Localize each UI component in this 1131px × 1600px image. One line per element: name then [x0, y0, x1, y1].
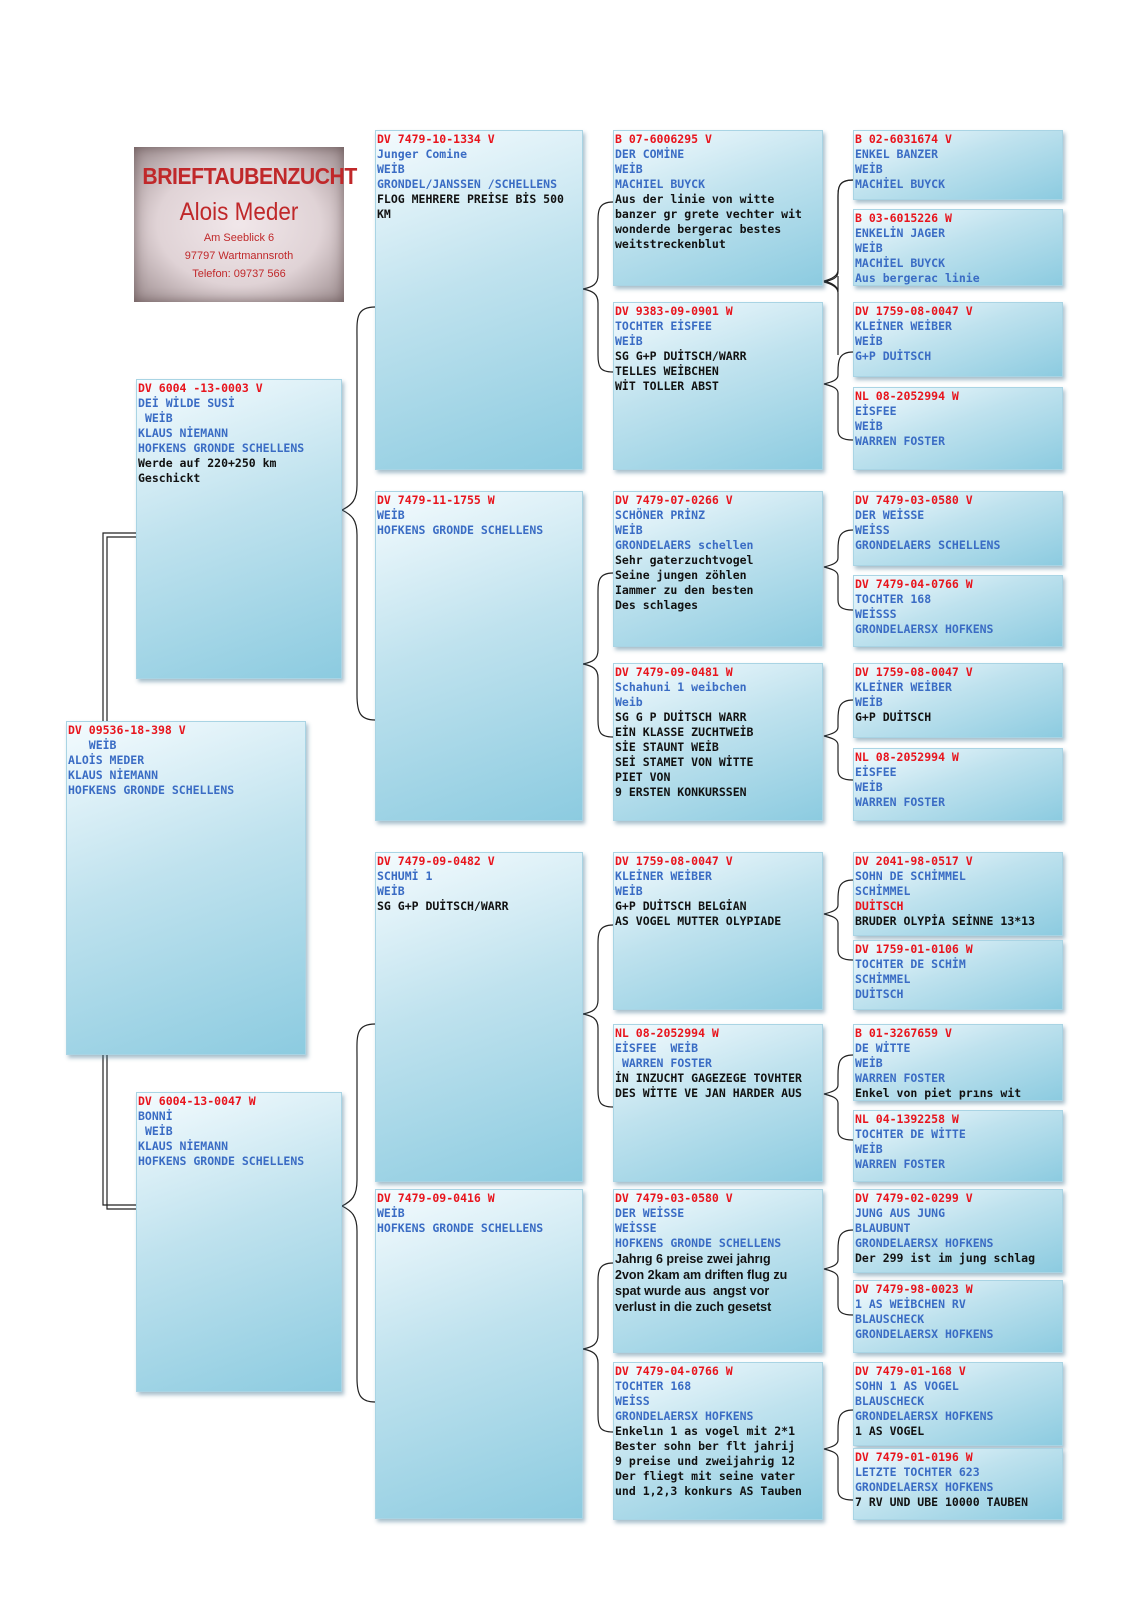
card-line: Weib [615, 695, 643, 709]
pigeon-card-gen2[interactable] [375, 852, 583, 1182]
card-note: 9 preise und zweijahrig 12 [615, 1454, 796, 1468]
card-line: EİSFEE WEİB [615, 1041, 699, 1055]
card-note: SİE STAUNT WEİB [615, 740, 719, 754]
logo-title: BRIEFTAUBENZUCHT [142, 163, 357, 189]
card-line: WEİB [855, 334, 883, 348]
pigeon-card-gen4[interactable] [853, 1362, 1063, 1446]
card-line: SOHN DE SCHİMMEL [855, 869, 966, 883]
ring-number: DV 1759-08-0047 V [615, 854, 733, 868]
card-note: G+P DUİTSCH BELGİAN [615, 899, 747, 913]
card-line: WEİB [855, 419, 883, 433]
card-note: WİT TOLLER ABST [615, 379, 719, 393]
card-line: LETZTE TOCHTER 623 [855, 1465, 980, 1479]
card-note: AS VOGEL MUTTER OLYPIADE [615, 914, 782, 928]
card-line: JUNG AUS JUNG [855, 1206, 946, 1220]
pigeon-card-gen4[interactable] [853, 852, 1063, 936]
card-line: Schahuni 1 weibchen [615, 680, 747, 694]
card-line: WEİB [615, 523, 643, 537]
card-line: WEİB [855, 695, 883, 709]
ring-number: DV 1759-01-0106 W [855, 942, 973, 956]
card-line: HOFKENS GRONDE SCHELLENS [377, 523, 544, 537]
card-note: Sehr gaterzuchtvogel [615, 553, 754, 567]
ring-number: NL 08-2052994 W [855, 750, 959, 764]
pigeon-card-gen3[interactable] [613, 852, 823, 1010]
pigeon-card-subject[interactable] [66, 721, 306, 1055]
card-line: SCHİMMEL [855, 884, 911, 898]
ring-number: DV 6004-13-0047 W [138, 1094, 256, 1108]
card-note: G+P DUİTSCH [855, 710, 932, 724]
card-note: SG G+P DUİTSCH/WARR [615, 349, 747, 363]
card-note: Der fliegt mit seine vater [615, 1469, 796, 1483]
card-line: WEİB [855, 1142, 883, 1156]
ring-number: DV 7479-07-0266 V [615, 493, 733, 507]
card-line: GRONDELAERSX HOFKENS [855, 622, 994, 636]
card-line: WEİB [68, 738, 117, 752]
ring-number: B 02-6031674 V [855, 132, 952, 146]
ring-number: DV 09536-18-398 V [68, 723, 186, 737]
card-line: WARREN FOSTER [855, 1157, 946, 1171]
card-line: KLEİNER WEİBER [855, 319, 952, 333]
pigeon-card-gen3[interactable] [613, 663, 823, 821]
card-line: HOFKENS GRONDE SCHELLENS [68, 783, 235, 797]
card-note: Geschickt [138, 471, 201, 485]
card-line: DE WİTTE [855, 1041, 911, 1055]
card-note: SG G P DUİTSCH WARR [615, 710, 747, 724]
card-line: EİSFEE [855, 404, 897, 418]
card-note: 2von 2kam am driften flug zu [615, 1268, 788, 1282]
ring-number: DV 1759-08-0047 V [855, 304, 973, 318]
card-line: SCHÖNER PRİNZ [615, 508, 706, 522]
card-line: MACHIEL BUYCK [615, 177, 706, 191]
logo-name: Alois Meder [179, 198, 299, 226]
card-line: WARREN FOSTER [855, 1071, 946, 1085]
ring-number: DV 7479-01-0196 W [855, 1450, 973, 1464]
card-line: DER WEİSSE [855, 508, 925, 522]
card-line: Aus bergerac linie [855, 271, 980, 285]
card-note: Der 299 ist im jung schlag [855, 1251, 1036, 1265]
pigeon-card-gen3[interactable] [613, 130, 823, 286]
pigeon-card-gen4[interactable] [853, 302, 1063, 377]
card-note: EİN KLASSE ZUCHTWEİB [615, 725, 754, 739]
card-note: FLOG MEHRERE PREİSE BİS 500 [377, 192, 564, 206]
card-line: GRONDELAERS SCHELLENS [855, 538, 1001, 552]
pigeon-card-gen4[interactable] [853, 1024, 1063, 1101]
card-line: WARREN FOSTER [855, 434, 946, 448]
ring-number: B 01-3267659 V [855, 1026, 952, 1040]
ring-number: DV 7479-09-0482 V [377, 854, 495, 868]
ring-number: NL 08-2052994 W [615, 1026, 719, 1040]
card-line: GRONDELAERSX HOFKENS [855, 1236, 994, 1250]
card-line: G+P DUİTSCH [855, 349, 932, 363]
card-line: WEİSS [615, 1394, 650, 1408]
card-line: BONNİ [138, 1109, 173, 1123]
breeder-logo [134, 147, 357, 302]
card-line: DEİ WİLDE SUSİ [138, 396, 235, 410]
card-note: Enkelın 1 as vogel mit 2*1 [615, 1424, 796, 1438]
pigeon-card-gen2[interactable] [375, 491, 583, 821]
card-note: banzer gr grete vechter wit [615, 207, 802, 221]
pigeon-card-gen4[interactable] [853, 209, 1063, 286]
card-line: TOCHTER 168 [615, 1379, 692, 1393]
card-line: WEİB [377, 884, 405, 898]
card-line: KLAUS NİEMANN [138, 426, 229, 440]
pigeon-card-gen2[interactable] [375, 1189, 583, 1519]
ring-number: DV 7479-11-1755 W [377, 493, 495, 507]
card-line: HOFKENS GRONDE SCHELLENS [377, 1221, 544, 1235]
pigeon-card-gen4[interactable] [853, 748, 1063, 821]
card-line: GRONDELAERSX HOFKENS [855, 1409, 994, 1423]
card-line: KLAUS NİEMANN [68, 768, 159, 782]
ring-number: DV 7479-98-0023 W [855, 1282, 973, 1296]
pigeon-card-gen2[interactable] [375, 130, 583, 470]
ring-number: DV 7479-03-0580 V [855, 493, 973, 507]
card-note: TELLES WEİBCHEN [615, 364, 719, 378]
card-note: Aus der linie von witte [615, 192, 775, 206]
card-note: Enkel von piet prıns wit [855, 1086, 1022, 1100]
ring-number: DV 7479-09-0481 W [615, 665, 733, 679]
card-line: WEİB [138, 411, 173, 425]
card-line: HOFKENS GRONDE SCHELLENS [615, 1236, 782, 1250]
card-line: WEİB [377, 162, 405, 176]
card-note: BRUDER OLYPİA SEİNNE 13*13 [855, 914, 1036, 928]
logo-street: Am Seeblick 6 [203, 232, 275, 244]
card-line: WEİB [855, 162, 883, 176]
card-line: HOFKENS GRONDE SCHELLENS [138, 1154, 305, 1168]
card-note: PIET VON [615, 770, 671, 784]
ring-number: DV 7479-04-0766 W [615, 1364, 733, 1378]
pigeon-card-gen3[interactable] [613, 1024, 823, 1182]
pigeon-card-gen4[interactable] [853, 1448, 1063, 1520]
pigeon-card-gen3[interactable] [613, 491, 823, 647]
card-note: spat wurde aus angst vor [615, 1284, 770, 1298]
ring-number: B 03-6015226 W [855, 211, 952, 225]
pigeon-card-gen4[interactable] [853, 663, 1063, 738]
logo-city: 97797 Wartmannsroth [184, 250, 294, 262]
card-line: WEİB [615, 334, 643, 348]
card-line: BLAUBUNT [855, 1221, 911, 1235]
pigeon-card-dam[interactable] [136, 1092, 342, 1392]
card-line: WEİB [855, 1056, 883, 1070]
pigeon-card-sire[interactable] [136, 379, 342, 679]
card-line: BLAUSCHECK [855, 1312, 925, 1326]
pigeon-card-gen4[interactable] [853, 575, 1063, 647]
pigeon-card-gen4[interactable] [853, 1189, 1063, 1273]
card-line: KLEİNER WEİBER [615, 869, 712, 883]
card-line: SOHN 1 AS VOGEL [855, 1379, 959, 1393]
pigeon-card-gen3[interactable] [613, 302, 823, 470]
card-note: DES WİTTE VE JAN HARDER AUS [615, 1086, 802, 1100]
card-line: KLAUS NİEMANN [138, 1139, 229, 1153]
card-line: HOFKENS GRONDE SCHELLENS [138, 441, 305, 455]
ring-number: NL 08-2052994 W [855, 389, 959, 403]
card-note: verlust in die zuch gesetst [615, 1300, 772, 1314]
card-line: WEİB [855, 241, 883, 255]
ring-number: DV 7479-03-0580 V [615, 1191, 733, 1205]
pigeon-card-gen4[interactable] [853, 1110, 1063, 1182]
card-line: DUİTSCH [855, 987, 904, 1001]
card-line: WEİB [377, 1206, 405, 1220]
card-note: Bester sohn ber flt jahrij [615, 1439, 796, 1453]
card-note: und 1,2,3 konkurs AS Tauben [615, 1484, 802, 1498]
card-line: 1 AS WEİBCHEN RV [855, 1297, 966, 1311]
pigeon-card-gen3[interactable] [613, 1362, 823, 1520]
card-line: WEİB [377, 508, 405, 522]
card-line: EİSFEE [855, 765, 897, 779]
ring-number: DV 7479-02-0299 V [855, 1191, 973, 1205]
card-note: 1 AS VOGEL [855, 1424, 925, 1438]
pigeon-card-gen3[interactable] [613, 1189, 823, 1353]
pigeon-card-gen4[interactable] [853, 130, 1063, 200]
card-note: Werde auf 220+250 km [138, 456, 277, 470]
card-line: TOCHTER EİSFEE [615, 319, 712, 333]
ring-number: DV 9383-09-0901 W [615, 304, 733, 318]
card-note: Iammer zu den besten [615, 583, 754, 597]
card-line: WARREN FOSTER [855, 795, 946, 809]
card-line: WEİSS [855, 523, 890, 537]
pigeon-card-gen4[interactable] [853, 387, 1063, 470]
card-note: İN INZUCHT GAGEZEGE TOVHTER [615, 1071, 802, 1085]
card-line: WEİB [615, 162, 643, 176]
pigeon-card-gen4[interactable] [853, 940, 1063, 1010]
card-line: TOCHTER DE WİTTE [855, 1127, 966, 1141]
card-line: WARREN FOSTER [615, 1056, 712, 1070]
card-line: TOCHTER DE SCHİM [855, 957, 966, 971]
card-line: DER COMİNE [615, 147, 685, 161]
card-line: WEİSSE [615, 1221, 657, 1235]
card-note: weitstreckenblut [615, 237, 726, 251]
card-line: WEİSSS [855, 607, 897, 621]
card-line: TOCHTER 168 [855, 592, 932, 606]
card-note: 9 ERSTEN KONKURSSEN [615, 785, 747, 799]
ring-number: DV 2041-98-0517 V [855, 854, 973, 868]
card-line: GRONDELAERSX HOFKENS [855, 1480, 994, 1494]
logo-phone: Telefon: 09737 566 [192, 268, 286, 280]
card-note: SEİ STAMET VON WİTTE [615, 755, 754, 769]
card-line: DER WEİSSE [615, 1206, 685, 1220]
card-line: Junger Comine [377, 147, 468, 161]
card-note: Des schlages [615, 598, 699, 612]
card-note: Jahrıg 6 preise zwei jahrıg [615, 1252, 771, 1266]
card-line: WEİB [138, 1124, 173, 1138]
card-line: MACHİEL BUYCK [855, 177, 946, 191]
card-line: SCHUMİ 1 [377, 869, 433, 883]
card-line: GRONDEL/JANSSEN /SCHELLENS [377, 177, 558, 191]
ring-number: DV 6004 -13-0003 V [138, 381, 263, 395]
ring-number: NL 04-1392258 W [855, 1112, 959, 1126]
card-line: GRONDELAERSX HOFKENS [855, 1327, 994, 1341]
card-line: GRONDELAERS schellen [615, 538, 754, 552]
ring-number: DV 7479-09-0416 W [377, 1191, 495, 1205]
card-note: 7 RV UND UBE 10000 TAUBEN [855, 1495, 1029, 1509]
card-note: wonderde bergerac bestes [615, 222, 782, 236]
card-note: Seine jungen zöhlen [615, 568, 747, 582]
card-line: ENKEL BANZER [855, 147, 939, 161]
ring-number: DV 7479-10-1334 V [377, 132, 495, 146]
ring-number: B 07-6006295 V [615, 132, 712, 146]
card-line: BLAUSCHECK [855, 1394, 925, 1408]
card-line: ENKELİN JAGER [855, 226, 946, 240]
card-line: WEİB [855, 780, 883, 794]
card-line: DUİTSCH [855, 899, 904, 913]
card-note: SG G+P DUİTSCH/WARR [377, 899, 509, 913]
pigeon-card-gen4[interactable] [853, 1280, 1063, 1353]
ring-number: DV 7479-04-0766 W [855, 577, 973, 591]
card-line: WEİB [615, 884, 643, 898]
card-line: SCHİMMEL [855, 972, 911, 986]
card-line: MACHİEL BUYCK [855, 256, 946, 270]
card-line: ALOİS MEDER [68, 753, 145, 767]
pigeon-card-gen4[interactable] [853, 491, 1063, 566]
ring-number: DV 7479-01-168 V [855, 1364, 966, 1378]
card-note: KM [377, 207, 391, 221]
ring-number: DV 1759-08-0047 V [855, 665, 973, 679]
card-line: GRONDELAERSX HOFKENS [615, 1409, 754, 1423]
card-line: KLEİNER WEİBER [855, 680, 952, 694]
